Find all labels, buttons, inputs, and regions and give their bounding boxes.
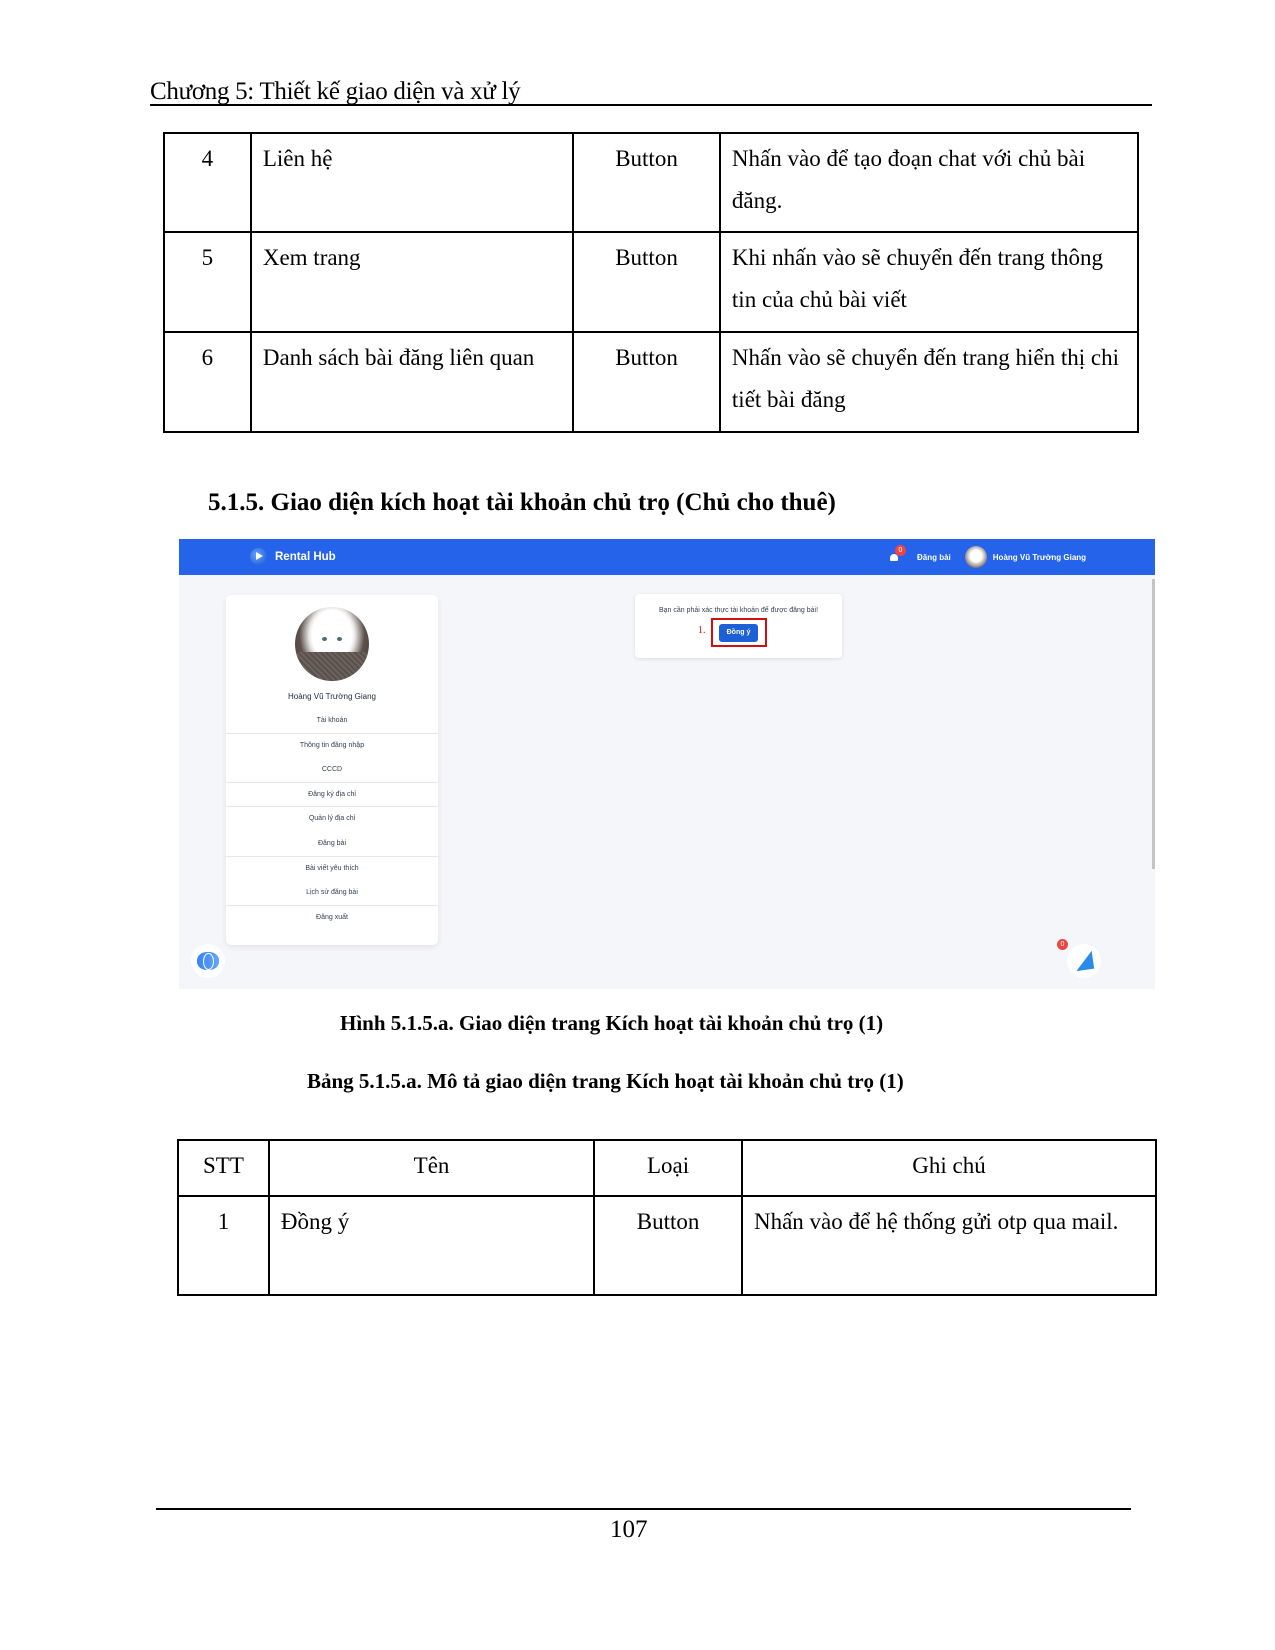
table-row [178,1196,1156,1295]
cell-type: Button [573,232,720,332]
table-row [164,232,1138,332]
header-rule [150,104,1152,106]
page-scrollbar[interactable] [1152,579,1155,869]
verify-account-card [635,594,842,658]
navbar [179,539,1155,575]
notification-badge: 0 [895,545,906,556]
description-table-continued [163,132,1139,433]
figure-caption: Hình 5.1.5.a. Giao diện trang Kích hoạt tài khoản chủ trọ (1) [340,1011,884,1035]
cell-type: Button [594,1196,742,1295]
annotation-number: 1. [698,625,706,636]
cell-stt: 6 [164,332,251,432]
avatar-cat-eyes [320,637,344,642]
avatar-sofa [295,652,369,681]
profile-name: Hoàng Vũ Trường Giang [288,692,376,701]
sidebar-item-login-info[interactable]: Thông tin đăng nhập [299,741,365,749]
sidebar-item-account[interactable]: Tài khoản [226,709,438,734]
table-header-row [178,1140,1156,1196]
table-caption: Bảng 5.1.5.a. Mô tả giao diện trang Kích hoạt tài khoản chủ trọ (1) [307,1069,904,1093]
cell-type: Button [573,332,720,432]
chat-badge: 0 [1057,939,1068,950]
cell-note: Khi nhấn vào sẽ chuyển đến trang thông tin của chủ bài viết [720,232,1138,332]
brand-name: Rental Hub [275,550,336,563]
sidebar-item-post[interactable]: Đăng bài [226,832,438,857]
footer-rule [156,1508,1131,1510]
header-stt: STT [178,1140,269,1196]
verify-message: Bạn cần phải xác thực tài khoản để được đăng bài! [658,607,819,614]
rental-hub-logo-icon [250,548,267,565]
profile-avatar [295,607,369,681]
description-table [177,1139,1157,1296]
header-type: Loại [594,1140,742,1196]
table-row [164,133,1138,232]
sidebar-item-logout[interactable]: Đăng xuất [316,913,348,921]
assistant-logo-icon [197,952,219,970]
sidebar-item-register-address[interactable]: Đăng ký địa chỉ [226,783,438,808]
notification-bell-icon[interactable] [889,547,903,562]
cell-stt: 5 [164,232,251,332]
cell-stt: 1 [178,1196,269,1295]
sidebar-item-manage-address[interactable]: Quản lý địa chỉ [308,815,356,823]
navbar-right [889,543,1086,571]
sidebar-item-post-history[interactable]: Lịch sử đăng bài [226,881,438,906]
cell-stt: 4 [164,133,251,232]
profile-sidebar [226,595,438,945]
cell-name: Liên hệ [251,133,573,232]
cell-note: Nhấn vào để hệ thống gửi otp qua mail. [742,1196,1156,1295]
header-name: Tên [269,1140,594,1196]
header-note: Ghi chú [742,1140,1156,1196]
cell-name: Danh sách bài đăng liên quan [251,332,573,432]
brand[interactable] [250,548,336,565]
app-screenshot [179,539,1155,989]
sidebar-item-cccd[interactable]: CCCD [226,758,438,783]
nav-post-link[interactable]: Đăng bài [917,552,951,562]
paper-plane-icon [1074,951,1094,971]
section-heading: 5.1.5. Giao diện kích hoạt tài khoản chủ trọ (Chủ cho thuê) [208,489,836,516]
table-row [164,332,1138,432]
nav-user-name[interactable]: Hoàng Vũ Trường Giang [992,552,1087,562]
annotation-highlight-box [711,618,767,647]
cell-name: Xem trang [251,232,573,332]
cell-note: Nhấn vào sẽ chuyển đến trang hiển thị chi tiết bài đăng [720,332,1138,432]
agree-button[interactable]: Đồng ý [719,624,758,642]
nav-avatar[interactable] [965,546,987,568]
assistant-launcher[interactable] [191,944,225,978]
cell-type: Button [573,133,720,232]
cell-note: Nhấn vào để tạo đoạn chat với chủ bài đăng. [720,133,1138,232]
chat-launcher[interactable] [1067,944,1101,978]
cell-name: Đồng ý [269,1196,594,1295]
sidebar-item-favorites[interactable]: Bài viết yêu thích [305,864,359,872]
sidebar-menu [226,709,438,930]
page-number: 107 [610,1516,648,1543]
chapter-header: Chương 5: Thiết kế giao diện và xử lý [150,78,521,105]
